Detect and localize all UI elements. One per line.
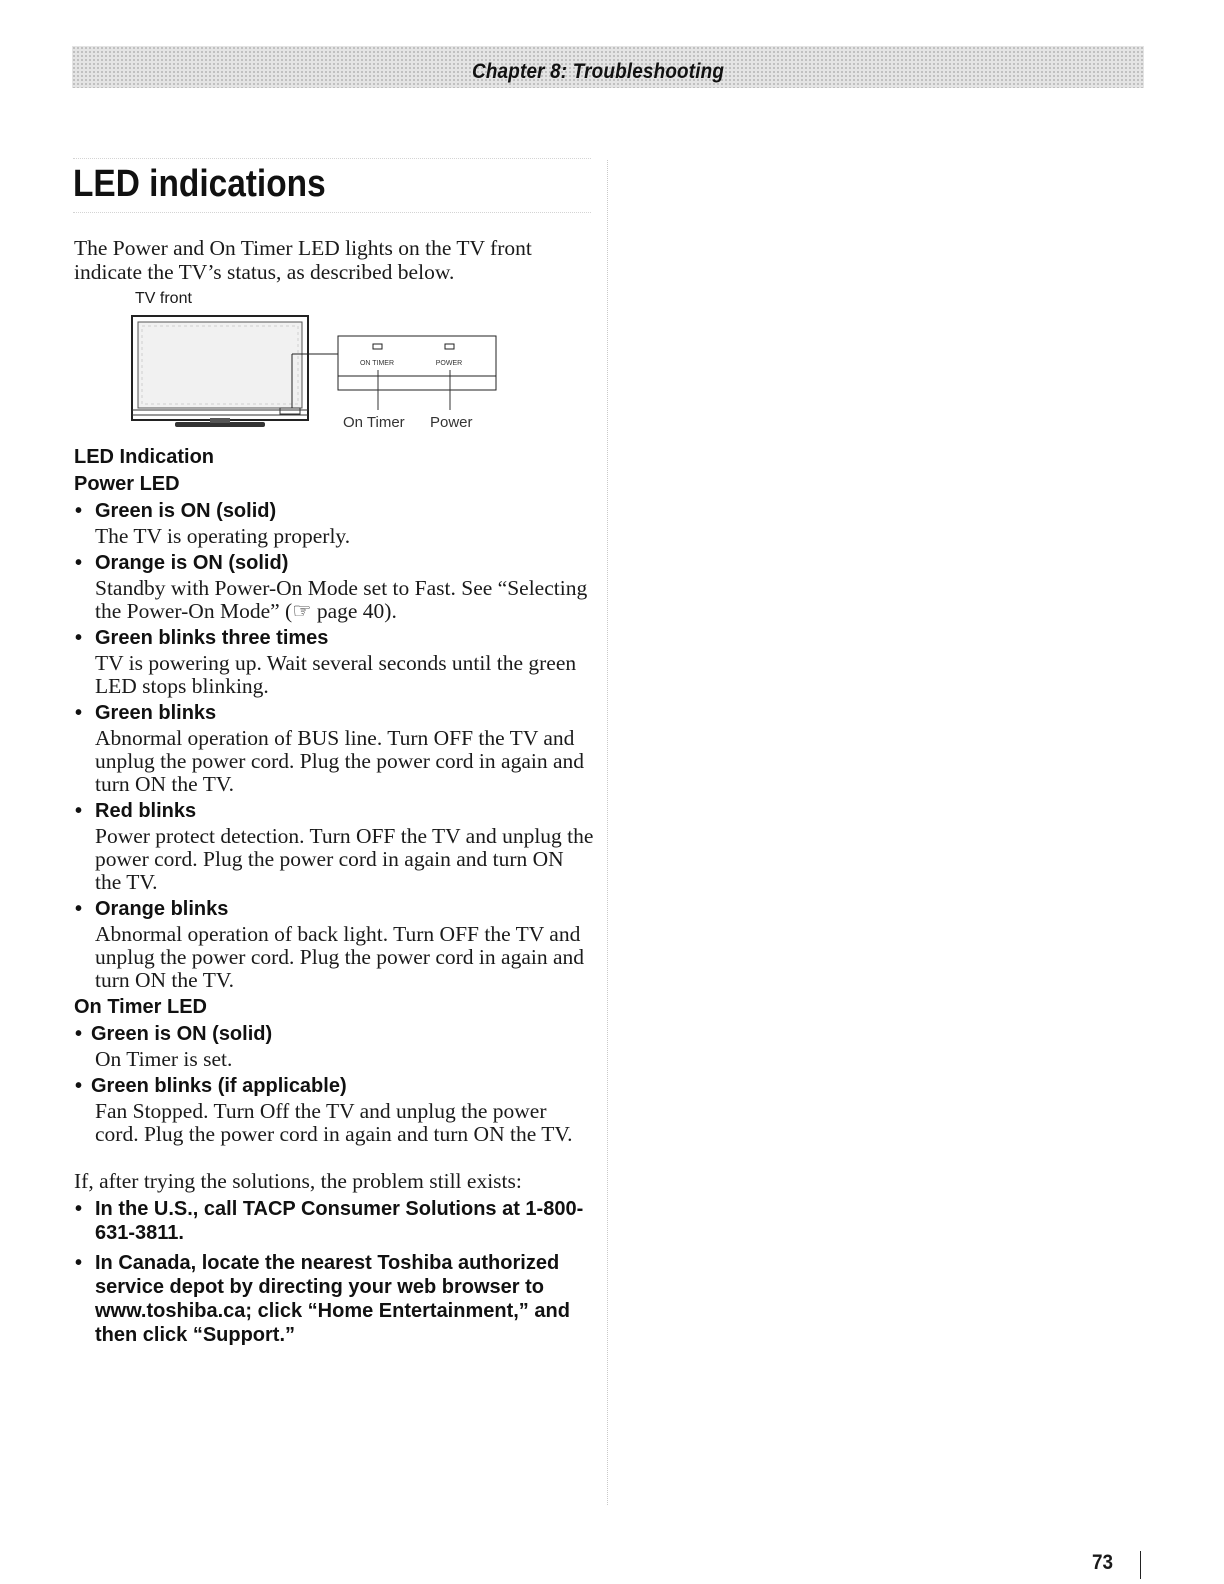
timer-item-heading: • Green is ON (solid) xyxy=(74,1021,594,1048)
panel-label-on-timer: ON TIMER xyxy=(359,360,395,367)
column-divider xyxy=(607,160,608,1505)
power-item-body: Abnormal operation of BUS line. Turn OFF the TV and unplug the power cord. Plug the power cord in again and turn ON the TV. xyxy=(95,726,584,796)
power-item-heading: • Green is ON (solid) xyxy=(74,498,594,525)
tv-illustration xyxy=(132,316,308,427)
power-item-heading: • Orange is ON (solid) xyxy=(74,550,594,577)
callout-power: Power xyxy=(430,414,473,431)
power-led-heading: Power LED xyxy=(74,473,180,495)
intro-paragraph: The Power and On Timer LED lights on the TV front indicate the TV’s status, as described below. xyxy=(74,236,532,284)
power-item-heading: • Orange blinks xyxy=(74,896,594,923)
support-us: • In the U.S., call TACP Consumer Solutions at 1-800-631-3811. xyxy=(74,1197,594,1245)
power-item-body: The TV is operating properly. xyxy=(95,524,351,548)
timer-item-body: Fan Stopped. Turn Off the TV and unplug the power cord. Plug the power cord in again and turn ON the TV. xyxy=(95,1099,573,1146)
led-panel-detail xyxy=(292,336,496,410)
support-lead: If, after trying the solutions, the problem still exists: xyxy=(74,1169,522,1193)
power-item-heading: • Green blinks xyxy=(74,700,594,727)
callout-on-timer: On Timer xyxy=(343,414,405,431)
page-number-bar xyxy=(1140,1551,1141,1579)
power-item-body: TV is powering up. Wait several seconds until the green LED stops blinking. xyxy=(95,651,577,698)
led-content xyxy=(74,444,594,1353)
panel-label-power: POWER xyxy=(435,360,463,367)
title-rule-bottom xyxy=(73,212,591,213)
page-title: LED indications xyxy=(73,163,326,205)
power-item-heading: • Green blinks three times xyxy=(74,625,594,652)
power-item-body: Power protect detection. Turn OFF the TV and unplug the power cord. Plug the power cord in again and turn ON the TV. xyxy=(95,824,594,894)
timer-item-heading: • Green blinks (if applicable) xyxy=(74,1073,594,1100)
title-rule-top xyxy=(73,158,591,159)
chapter-header-band xyxy=(72,46,1144,88)
on-timer-led-heading: On Timer LED xyxy=(74,996,207,1018)
figure-caption: TV front xyxy=(135,290,192,307)
power-item-body: Abnormal operation of back light. Turn OFF the TV and unplug the power cord. Plug the power cord in again and turn ON the TV. xyxy=(95,922,584,992)
chapter-title: Chapter 8: Troubleshooting xyxy=(472,60,725,83)
power-item-body: Standby with Power-On Mode set to Fast. See “Selecting the Power-On Mode” (☞ page 40). xyxy=(95,576,588,623)
support-canada: • In Canada, locate the nearest Toshiba authorized service depot by directing your web browser to www.toshiba.ca; click “Home Entertainment,” and then click “Support.” xyxy=(74,1251,594,1347)
led-indication-heading: LED Indication xyxy=(74,446,214,468)
page-number: 73 xyxy=(1092,1551,1114,1574)
timer-item-body: On Timer is set. xyxy=(95,1047,233,1071)
power-item-heading: • Red blinks xyxy=(74,798,594,825)
